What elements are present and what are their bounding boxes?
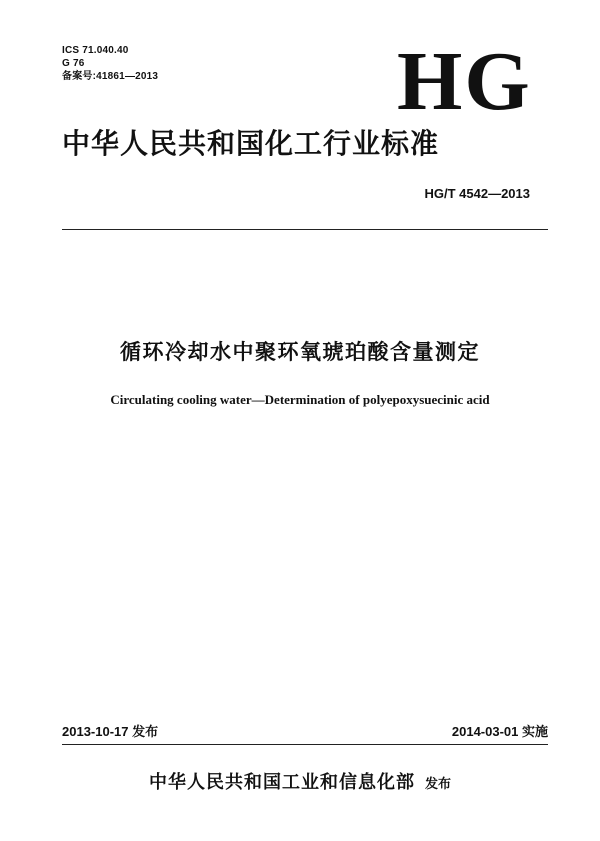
classification-code: G 76 (62, 58, 85, 69)
issue-date: 2013-10-17 发布 (62, 724, 159, 739)
implementation-date: 2014-03-01 实施 (451, 724, 548, 739)
top-divider (62, 229, 548, 230)
document-title-en: Circulating cooling water—Determination of polyepoxysuecinic acid (110, 392, 490, 407)
document-title-zh: 循环冷却水中聚环氧琥珀酸含量测定 (120, 340, 480, 364)
classification-block (62, 44, 158, 83)
standard-title: 中华人民共和国化工行业标准 (62, 127, 440, 160)
issuer-action: 发布 (424, 777, 451, 792)
bottom-divider (62, 744, 548, 745)
issuer-block (0, 768, 600, 794)
hg-logo: HG (397, 35, 532, 128)
ics-code: ICS 71.040.40 (62, 45, 129, 56)
filing-number: 备案号:41861—2013 (62, 71, 159, 82)
standard-number: HG/T 4542—2013 (424, 186, 530, 201)
issuer-name: 中华人民共和国工业和信息化部 (148, 772, 415, 793)
